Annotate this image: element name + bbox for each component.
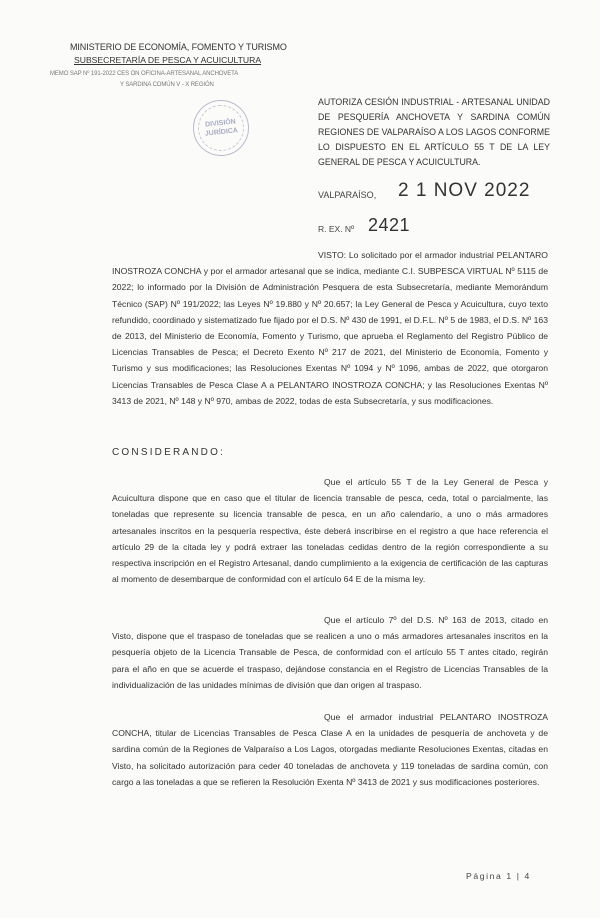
stamp-inner-ring bbox=[196, 103, 247, 154]
page-number: Página 1 | 4 bbox=[466, 871, 531, 881]
memo-reference bbox=[50, 69, 340, 91]
memo-line-1: MEMO SAP Nº 191-2022 CES ON OFICINA-ARTESANAL ANCHOVETA bbox=[50, 71, 239, 77]
subsecretaria-name: SUBSECRETARÍA DE PESCA Y ACUICULTURA bbox=[74, 55, 262, 65]
resolution-label: R. EX. Nº bbox=[318, 224, 355, 234]
place-label: VALPARAÍSO, bbox=[318, 190, 377, 200]
resolution-number: 2421 bbox=[368, 215, 411, 235]
stamp-line-1: DIVISIÓN bbox=[204, 118, 237, 129]
resolution-title: AUTORIZA CESIÓN INDUSTRIAL - ARTESANAL UNIDAD DE PESQUERÍA ANCHOVETA Y SARDINA COMÚN REGIONES DE VALPARAÍSO A LOS LAGOS CONFORME LO DISPUESTO EN EL ARTÍCULO 55 T DE LA LEY GENERAL DE PESCA Y ACUICULTURA. bbox=[318, 97, 550, 167]
considerando-paragraph-1: Que el artículo 55 T de la Ley General de Pesca y Acuicultura dispone que en caso que el titular de licencia transable de pesca, ceda, total o parcialmente, las toneladas que represente su licencia transable de pesca, en un año calendario, a uno o más armadores artesanales inscritos en la pesquería respectiva, éste deberá inscribirse en el registro a que hace referencia el artículo 29 de la citada ley y podrá extraer las toneladas cedidas dentro de la región correspondiente a su respectiva inscripción en el Registro Artesanal, dando cumplimiento a la exigencia de certificación de las capturas al momento de desembarque de conformidad con el artículo 64 E de la misma ley. bbox=[112, 477, 548, 585]
considerando-heading: CONSIDERANDO: bbox=[112, 447, 226, 458]
considerando-paragraph-3: Que el armador industrial PELANTARO INOSTROZA CONCHA, titular de Licencias Transables de Pesca Clase A en la unidades de pesquería de anchoveta y de sardina común de la Regiones de Valparaíso a Los Lagos, otorgadas mediante Resoluciones Exentas, citadas en Visto, ha solicitado autorización para ceder 40 toneladas de anchoveta y 119 toneladas de sardina común, con cargo a las toneladas a que se refieren la Resolución Exenta Nº 3413 de 2021 y sus modificaciones posteriores. bbox=[112, 712, 548, 787]
stamp-line-2: JURÍDICA bbox=[204, 127, 239, 138]
memo-line-2: Y SARDINA COMÚN V - X REGIÓN bbox=[120, 82, 214, 88]
ministry-name: MINISTERIO DE ECONOMÍA, FOMENTO Y TURISMO bbox=[70, 42, 287, 52]
visto-paragraph: VISTO: Lo solicitado por el armador industrial PELANTARO INOSTROZA CONCHA y por el armador artesanal que se indica, mediante C.I. SUBPESCA VIRTUAL Nº 5115 de 2022; lo informado por la División de Administración Pesquera de esta Subsecretaría, mediante Memorándum Técnico (SAP) Nº 191/2022; las Leyes Nº 19.880 y Nº 20.657; la Ley General de Pesca y Acuicultura, cuyo texto refundido, coordinado y sistematizado fue fijado por el D.S. Nº 430 de 1991, el D.F.L. Nº 5 de 1983, el D.S. Nº 163 de 2013, del Ministerio de Economía, Fomento y Turismo, que aprueba el Reglamento del Registro Público de Licencias Transables de Pesca; el Decreto Exento Nº 217 de 2021, del Ministerio de Economía, Fomento y Turismo y sus modificaciones; las Resoluciones Exentas Nº 1094 y Nº 1096, ambas de 2022, que otorgaron Licencias Transables de Pesca Clase A a PELANTARO INOSTROZA CONCHA; y las Resoluciones Exentas Nº 3413 de 2021, Nº 148 y Nº 970, ambas de 2022, todas de esta Subsecretaría, y sus modificaciones. bbox=[112, 250, 548, 406]
considerando-paragraph-2: Que el artículo 7º del D.S. Nº 163 de 2013, citado en Visto, dispone que el traspaso de toneladas que se realicen a uno o más armadores artesanales inscritos en la pesquería objeto de la Licencia Transable de Pesca, de conformidad con el artículo 55 T antes citado, regirán para el año en que se acuerde el traspaso, dejándose constancia en el Registro de Licencias Transables de la individualización de las unidades mínimas de división que dan origen al traspaso. bbox=[112, 615, 548, 690]
division-juridica-stamp bbox=[190, 97, 252, 159]
date-stamp: 2 1 NOV 2022 bbox=[398, 180, 531, 201]
